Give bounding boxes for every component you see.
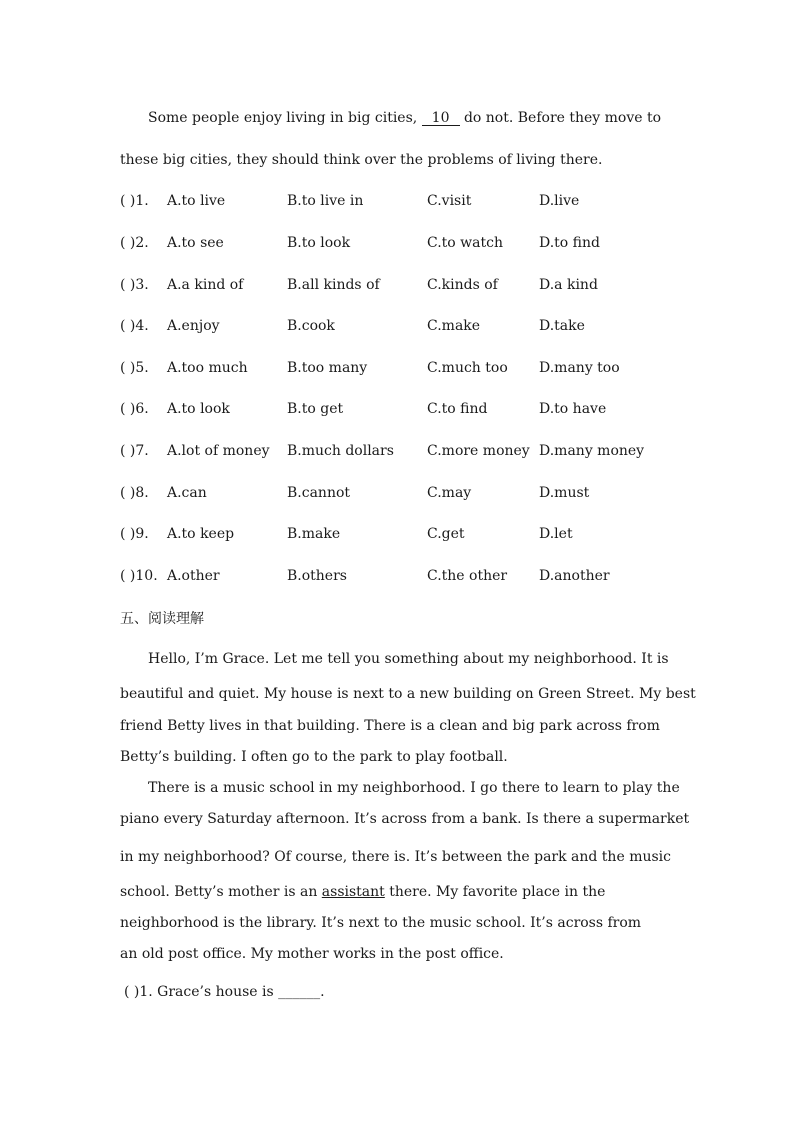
option-c: C.to watch bbox=[427, 235, 503, 251]
question-number: ( )10. bbox=[120, 568, 158, 584]
option-a: A.too much bbox=[167, 360, 248, 376]
option-b: B.make bbox=[287, 526, 341, 542]
option-b: B.all kinds of bbox=[287, 277, 380, 293]
option-b: B.to get bbox=[287, 401, 344, 417]
option-c: C.get bbox=[427, 526, 465, 542]
option-a: A.lot of money bbox=[167, 443, 270, 459]
reading-p1-line-3: friend Betty lives in that building. There is a clean and big park across from bbox=[120, 718, 660, 734]
option-a: A.can bbox=[167, 485, 207, 501]
cloze-question-8 bbox=[120, 485, 680, 505]
option-d: D.many money bbox=[539, 443, 645, 459]
cloze-question-5 bbox=[120, 360, 680, 380]
option-a: A.to look bbox=[167, 401, 230, 417]
reading-p1-line-1: Hello, I’m Grace. Let me tell you something about my neighborhood. It is bbox=[148, 651, 669, 667]
cloze-text-post: do not. Before they move to bbox=[459, 110, 662, 126]
cloze-question-4 bbox=[120, 318, 680, 338]
question-number: ( )5. bbox=[120, 360, 149, 376]
cloze-question-10 bbox=[120, 568, 680, 588]
question-text: Grace’s house is ______. bbox=[152, 984, 325, 1000]
option-d: D.live bbox=[539, 193, 580, 209]
cloze-question-1 bbox=[120, 193, 680, 213]
text-segment: school. Betty’s mother is an bbox=[120, 884, 322, 900]
cloze-passage-line-2: these big cities, they should think over the problems of living there. bbox=[120, 152, 603, 168]
cloze-passage-line-1 bbox=[148, 110, 708, 126]
question-number: ( )1. bbox=[124, 984, 153, 1000]
reading-question-1 bbox=[124, 984, 684, 1000]
option-b: B.to look bbox=[287, 235, 351, 251]
option-c: C.kinds of bbox=[427, 277, 498, 293]
reading-p2-line-1: There is a music school in my neighborhood. I go there to learn to play the bbox=[148, 780, 680, 796]
option-a: A.enjoy bbox=[167, 318, 220, 334]
option-d: D.many too bbox=[539, 360, 620, 376]
option-d: D.another bbox=[539, 568, 610, 584]
reading-p2-line-3: in my neighborhood? Of course, there is. It’s between the park and the music bbox=[120, 849, 671, 865]
option-c: C.to find bbox=[427, 401, 488, 417]
option-b: B.to live in bbox=[287, 193, 364, 209]
reading-p2-line-5: neighborhood is the library. It’s next to the music school. It’s across from bbox=[120, 915, 642, 931]
text-segment: there. My favorite place in the bbox=[384, 884, 606, 900]
option-b: B.others bbox=[287, 568, 347, 584]
underlined-word: assistant bbox=[321, 884, 385, 900]
cloze-question-3 bbox=[120, 277, 680, 297]
cloze-question-6 bbox=[120, 401, 680, 421]
cloze-blank-10: 10 bbox=[422, 111, 460, 126]
option-c: C.more money bbox=[427, 443, 530, 459]
reading-p1-line-2: beautiful and quiet. My house is next to a new building on Green Street. My best bbox=[120, 686, 696, 702]
option-a: A.a kind of bbox=[167, 277, 244, 293]
cloze-text-pre: Some people enjoy living in big cities, bbox=[148, 110, 422, 126]
question-number: ( )6. bbox=[120, 401, 149, 417]
option-d: D.take bbox=[539, 318, 585, 334]
option-c: C.make bbox=[427, 318, 481, 334]
cloze-question-2 bbox=[120, 235, 680, 255]
option-d: D.let bbox=[539, 526, 573, 542]
option-b: B.cook bbox=[287, 318, 335, 334]
reading-p1-line-4: Betty’s building. I often go to the park to play football. bbox=[120, 749, 508, 765]
option-a: A.other bbox=[167, 568, 220, 584]
question-number: ( )2. bbox=[120, 235, 149, 251]
option-c: C.visit bbox=[427, 193, 472, 209]
question-number: ( )4. bbox=[120, 318, 149, 334]
reading-p2-line-6: an old post office. My mother works in the post office. bbox=[120, 946, 504, 962]
option-d: D.must bbox=[539, 485, 590, 501]
option-b: B.cannot bbox=[287, 485, 351, 501]
question-number: ( )8. bbox=[120, 485, 149, 501]
option-a: A.to live bbox=[167, 193, 226, 209]
reading-p2-line-4 bbox=[120, 884, 680, 900]
question-number: ( )9. bbox=[120, 526, 149, 542]
option-d: D.a kind bbox=[539, 277, 598, 293]
option-c: C.the other bbox=[427, 568, 508, 584]
option-a: A.to see bbox=[167, 235, 224, 251]
question-number: ( )7. bbox=[120, 443, 149, 459]
option-d: D.to have bbox=[539, 401, 607, 417]
option-b: B.much dollars bbox=[287, 443, 394, 459]
question-number: ( )3. bbox=[120, 277, 149, 293]
option-c: C.may bbox=[427, 485, 472, 501]
reading-p2-line-2: piano every Saturday afternoon. It’s across from a bank. Is there a supermarket bbox=[120, 811, 690, 827]
option-c: C.much too bbox=[427, 360, 508, 376]
question-number: ( )1. bbox=[120, 193, 149, 209]
option-d: D.to find bbox=[539, 235, 600, 251]
cloze-question-7 bbox=[120, 443, 680, 463]
cloze-question-9 bbox=[120, 526, 680, 546]
option-a: A.to keep bbox=[167, 526, 235, 542]
section-heading-reading: 五、阅读理解 bbox=[120, 611, 204, 627]
option-b: B.too many bbox=[287, 360, 368, 376]
